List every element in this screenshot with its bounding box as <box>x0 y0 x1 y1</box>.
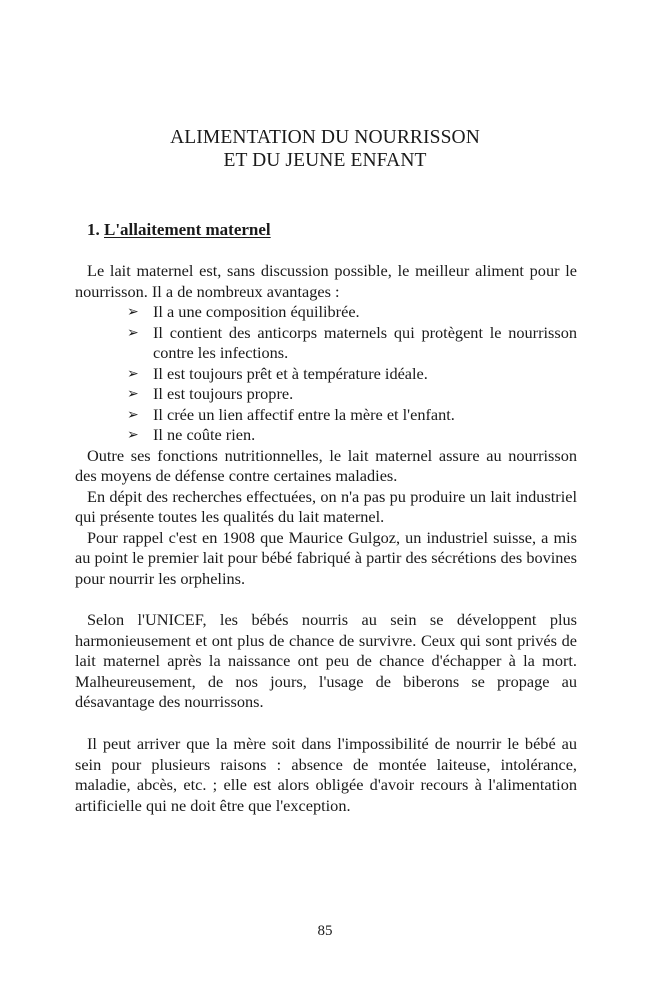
chapter-title-line-2: ET DU JEUNE ENFANT <box>223 150 427 171</box>
arrowhead-bullet-icon: ➢ <box>127 365 139 382</box>
chapter-title <box>0 126 650 172</box>
intro-paragraph: Le lait maternel est, sans discussion possible, le meilleur aliment pour le nourrisson. Il a de nombreux avantages : <box>75 261 577 301</box>
breastfeeding-body <box>75 261 577 589</box>
page-number: 85 <box>317 923 333 939</box>
arrowhead-bullet-icon: ➢ <box>127 304 139 320</box>
advantage-text: Il crée un lien affectif entre la mère et l'enfant. <box>153 404 455 424</box>
advantage-text: Il ne coûte rien. <box>153 425 256 444</box>
chapter-title-line-1: ALIMENTATION DU NOURRISSON <box>170 127 480 148</box>
advantage-item <box>127 404 577 426</box>
artificial-feeding-paragraph: Il peut arriver que la mère soit dans l'impossibilité de nourrir le bébé au sein pour plusieurs raisons : absence de montée laiteuse, intolérance, maladie, abcès, etc. ; elle est alors obligée d'avoir recours à l'alimentation artificielle qui ne doit être que l'exception. <box>75 734 577 815</box>
arrowhead-bullet-icon: ➢ <box>127 406 139 423</box>
section-heading <box>87 219 271 240</box>
advantage-text: Il est toujours prêt et à température idéale. <box>153 363 428 383</box>
advantages-list <box>75 302 577 446</box>
arrowhead-bullet-icon: ➢ <box>127 427 139 443</box>
advantage-item <box>127 302 577 323</box>
advantage-text: Il contient des anticorps maternels qui protègent le nourrisson contre les infections. <box>153 322 577 362</box>
section-title: L'allaitement maternel <box>104 220 271 239</box>
arrowhead-bullet-icon: ➢ <box>127 386 139 402</box>
artificial-feeding-block <box>75 734 577 816</box>
advantage-item <box>127 363 577 385</box>
advantage-item <box>127 322 577 364</box>
advantage-text: Il a une composition équilibrée. <box>153 302 360 321</box>
advantage-item <box>127 425 577 446</box>
arrowhead-bullet-icon: ➢ <box>127 324 139 341</box>
industrial-milk-paragraph: En dépit des recherches effectuées, on n'a pas pu produire un lait industriel qui présente toutes les qualités du lait maternel. <box>75 486 577 526</box>
defense-paragraph: Outre ses fonctions nutritionnelles, le lait maternel assure au nourrisson des moyens de défense contre certaines maladies. <box>75 445 577 485</box>
section-number: 1. <box>87 220 100 239</box>
advantage-text: Il est toujours propre. <box>153 384 294 403</box>
history-paragraph: Pour rappel c'est en 1908 que Maurice Gulgoz, un industriel suisse, a mis au point le premier lait pour bébé fabriqué à partir des sécrétions des bovines pour nourrir les orphelins. <box>75 527 577 588</box>
unicef-block <box>75 610 577 713</box>
advantage-item <box>127 384 577 405</box>
unicef-paragraph: Selon l'UNICEF, les bébés nourris au sein se développent plus harmonieusement et ont plus de chance de survivre. Ceux qui sont privés de lait maternel après la naissance ont peu de chance d'échapper à la mort. Malheureusement, de nos jours, l'usage de biberons se propage au désavantage des nourrissons. <box>75 610 577 711</box>
